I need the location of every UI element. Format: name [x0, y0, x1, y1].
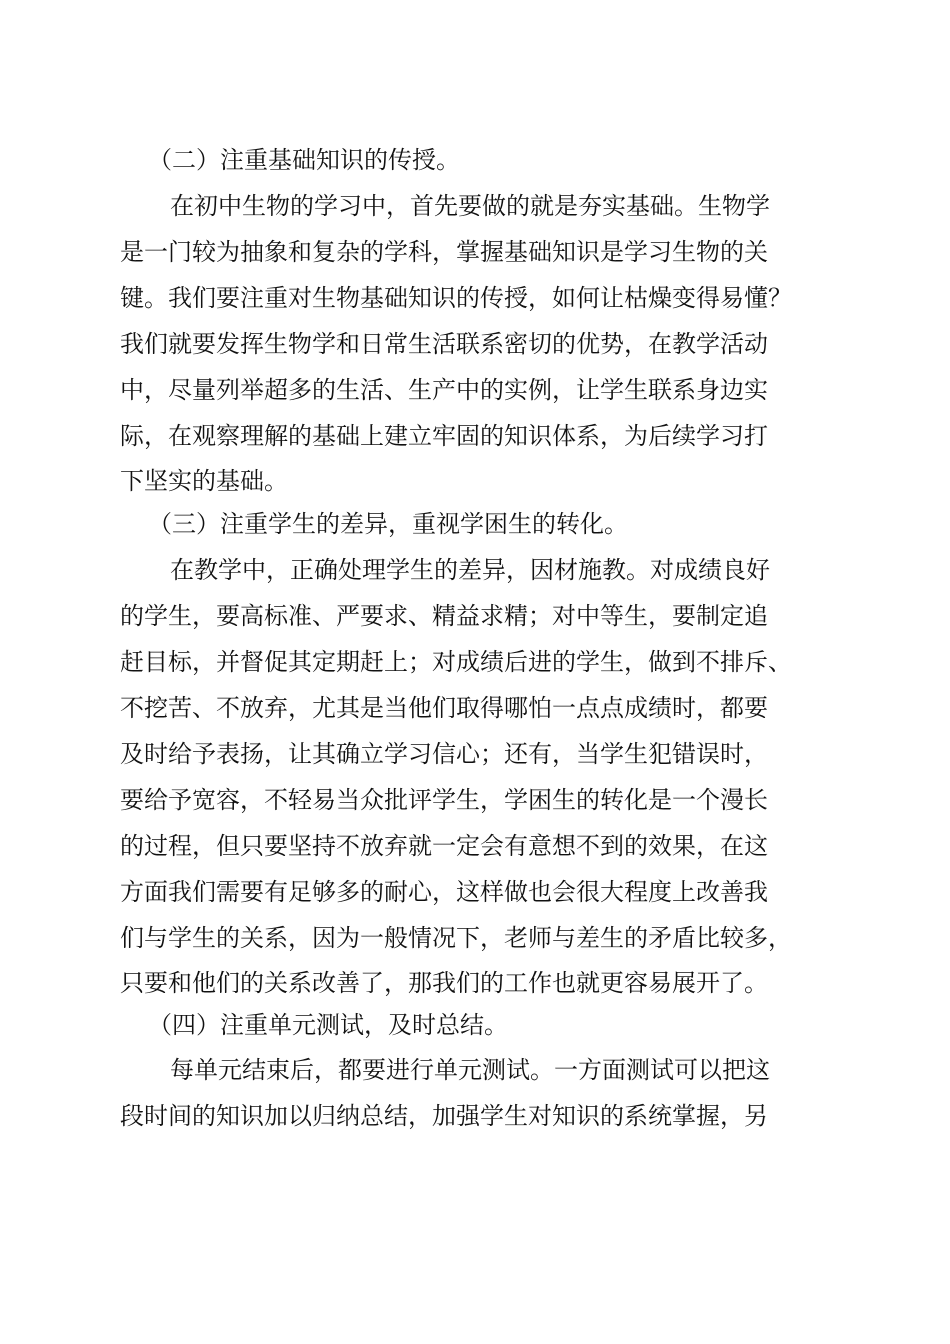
paragraph-line: 是一门较为抽象和复杂的学科，掌握基础知识是学习生物的关: [120, 238, 768, 266]
paragraph-line: 我们就要发挥生物学和日常生活联系密切的优势，在教学活动: [120, 330, 768, 358]
paragraph-line: 只要和他们的关系改善了，那我们的工作也就更容易展开了。: [120, 969, 768, 997]
paragraph-line: 每单元结束后，都要进行单元测试。一方面测试可以把这: [170, 1056, 770, 1084]
section-heading-3: （三）注重学生的差异，重视学困生的转化。: [148, 510, 628, 538]
section-heading-2: （二）注重基础知识的传授。: [148, 146, 460, 174]
paragraph-line: 段时间的知识加以归纳总结，加强学生对知识的系统掌握，另: [120, 1102, 768, 1130]
paragraph-line: 键。我们要注重对生物基础知识的传授，如何让枯燥变得易懂？: [120, 284, 792, 312]
paragraph-line: 及时给予表扬，让其确立学习信心；还有，当学生犯错误时，: [120, 740, 768, 768]
paragraph-line: 的过程，但只要坚持不放弃就一定会有意想不到的效果，在这: [120, 832, 768, 860]
paragraph-line: 方面我们需要有足够多的耐心，这样做也会很大程度上改善我: [120, 878, 768, 906]
paragraph-line: 们与学生的关系，因为一般情况下，老师与差生的矛盾比较多，: [120, 924, 792, 952]
paragraph-line: 下坚实的基础。: [120, 467, 288, 495]
section-heading-4: （四）注重单元测试，及时总结。: [148, 1011, 508, 1039]
paragraph-line: 赶目标，并督促其定期赶上；对成绩后进的学生，做到不排斥、: [120, 648, 792, 676]
paragraph-line: 不挖苦、不放弃，尤其是当他们取得哪怕一点点成绩时，都要: [120, 694, 768, 722]
paragraph-line: 在教学中，正确处理学生的差异，因材施教。对成绩良好: [170, 556, 770, 584]
paragraph-line: 际，在观察理解的基础上建立牢固的知识体系，为后续学习打: [120, 422, 768, 450]
paragraph-line: 在初中生物的学习中，首先要做的就是夯实基础。生物学: [170, 192, 770, 220]
paragraph-line: 中，尽量列举超多的生活、生产中的实例，让学生联系身边实: [120, 376, 768, 404]
paragraph-line: 要给予宽容，不轻易当众批评学生，学困生的转化是一个漫长: [120, 786, 768, 814]
paragraph-line: 的学生，要高标准、严要求、精益求精；对中等生，要制定追: [120, 602, 768, 630]
